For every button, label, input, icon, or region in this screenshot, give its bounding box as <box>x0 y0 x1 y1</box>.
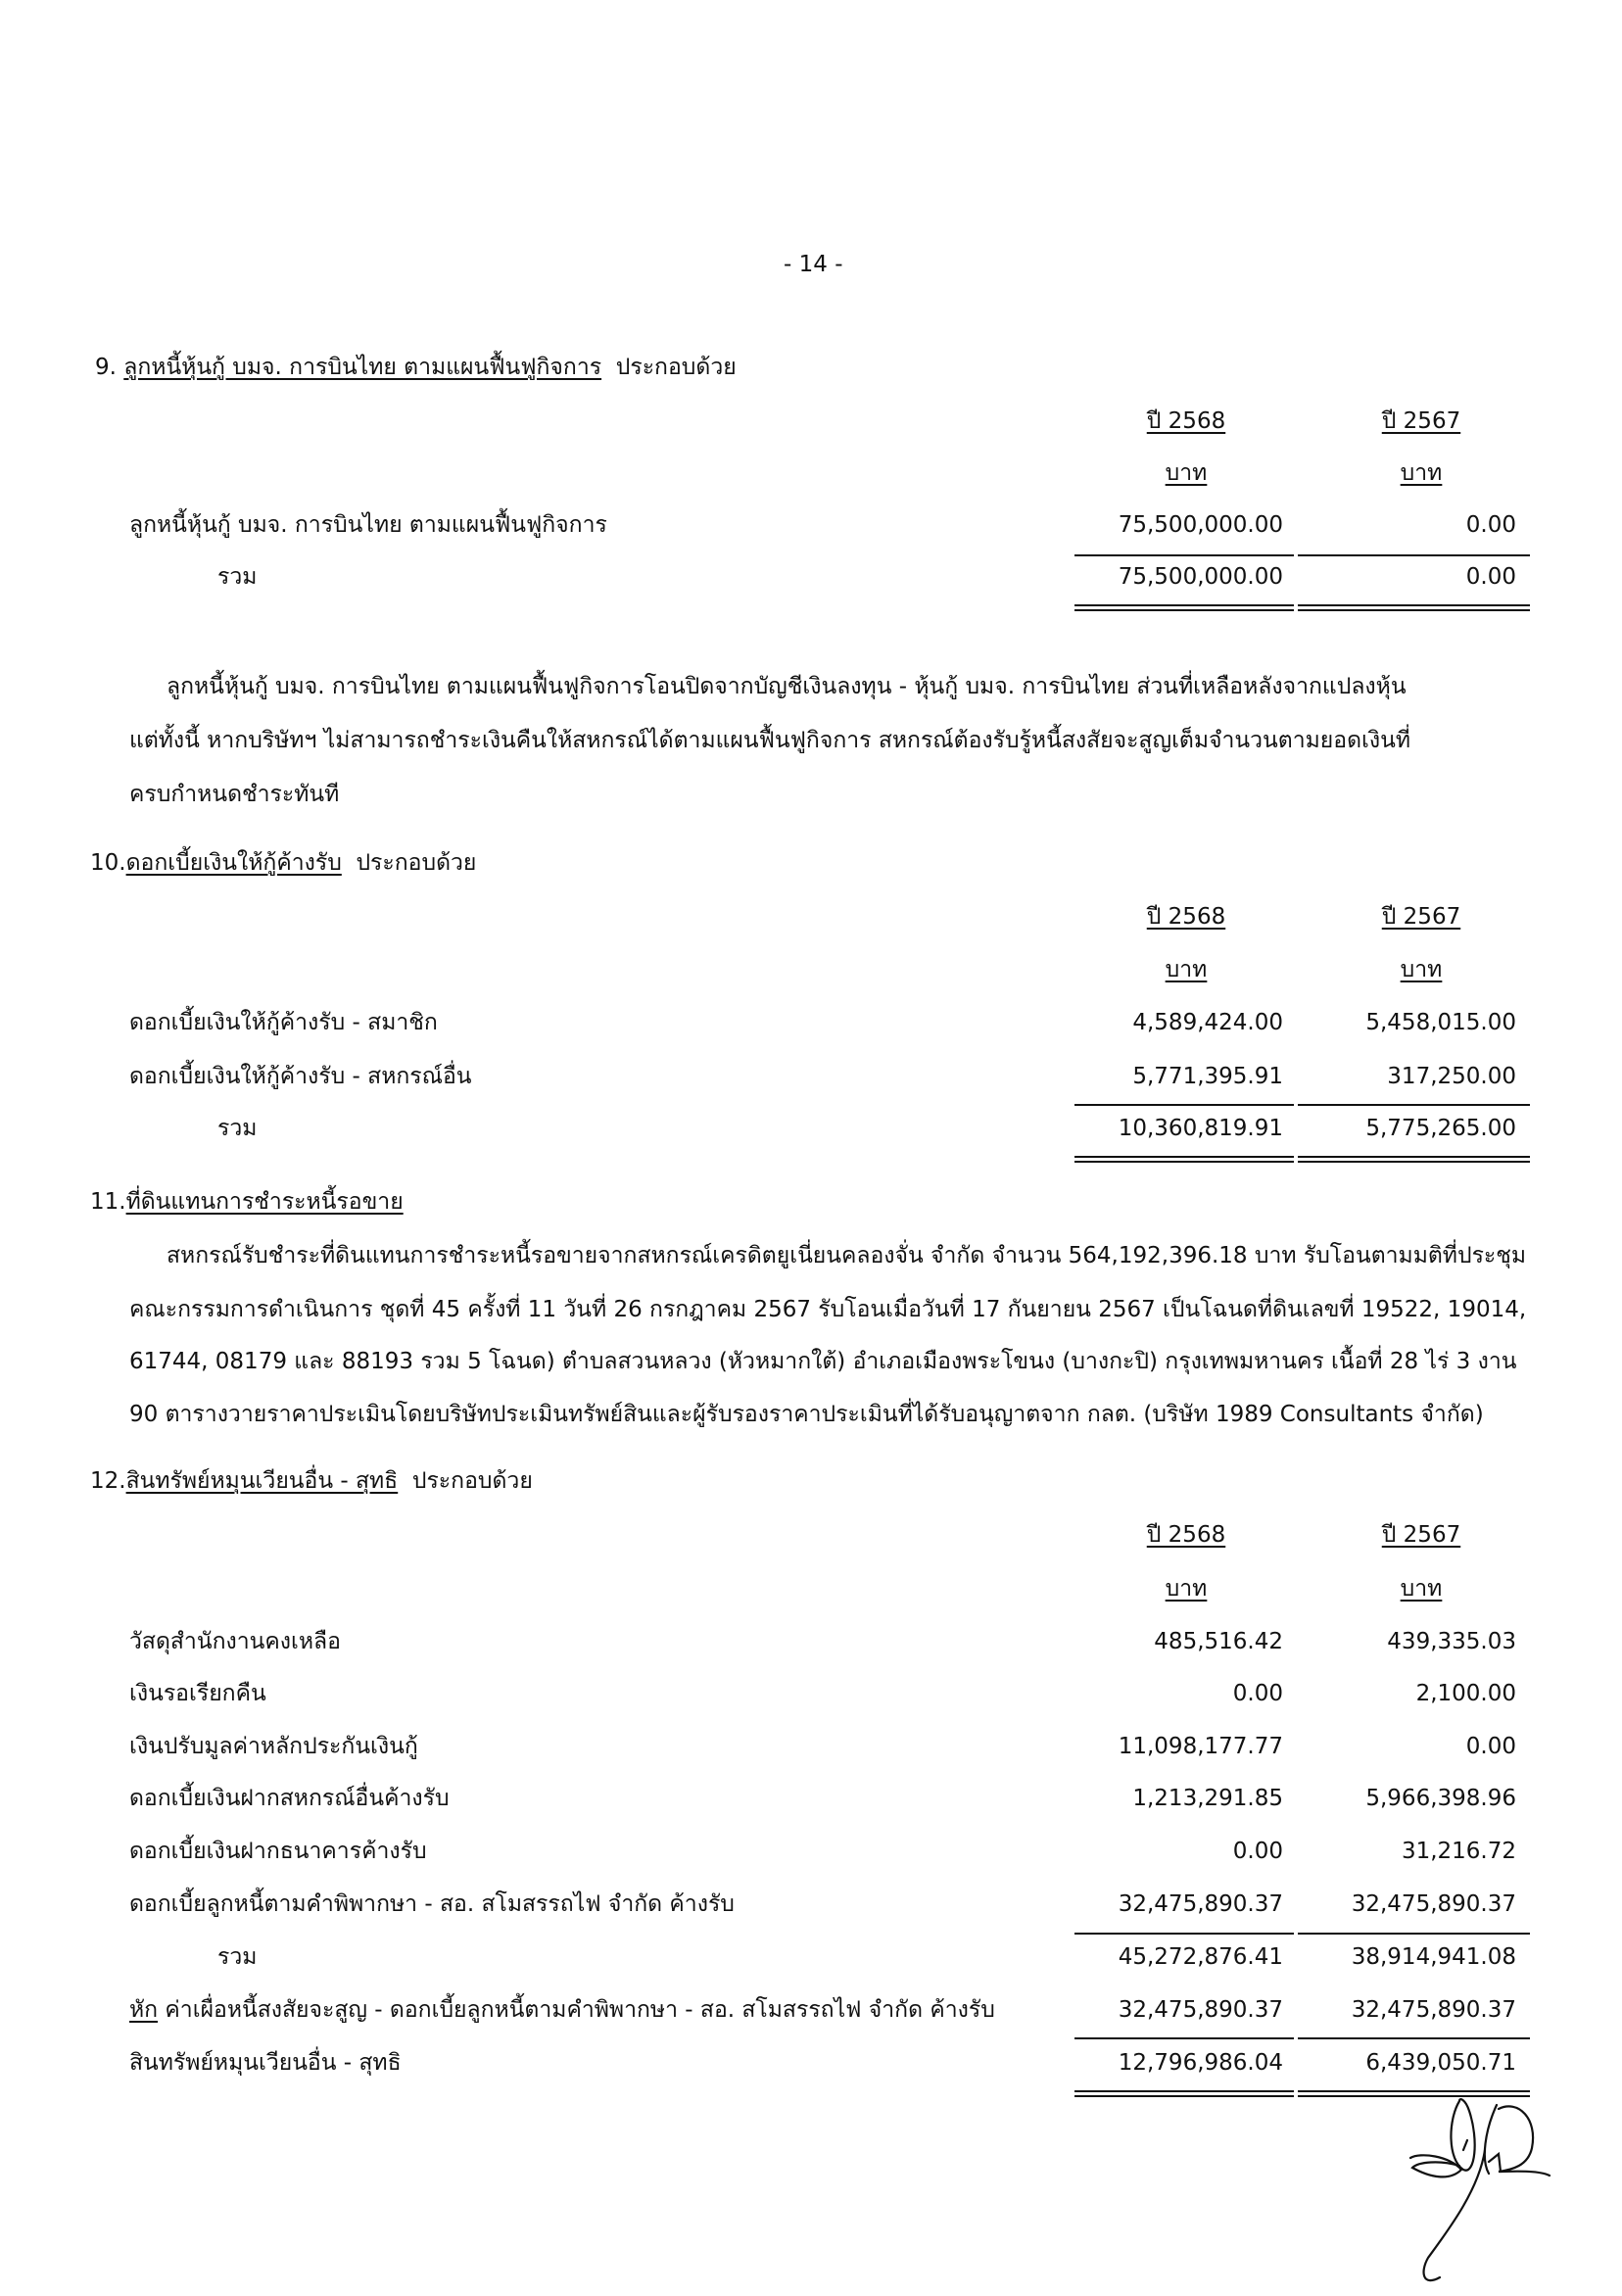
sec12-total-label: รวม <box>217 1944 258 1970</box>
sec10-year1-header: ปี 2568 <box>1146 904 1226 930</box>
sec12-total-v2: 38,914,941.08 <box>1351 1944 1516 1970</box>
sec9-subtotal-rule-2 <box>1298 554 1530 556</box>
sec10-row-v1: 5,771,395.91 <box>1132 1064 1283 1089</box>
sec12-less-label: ค่าเผื่อหนี้สงสัยจะสูญ - ดอกเบี้ยลูกหนี้ตามคำพิพากษา - สอ. สโมสรรถไฟ จำกัด ค้างรับ <box>165 1997 995 2023</box>
sec11-para-line: 90 ตารางวายราคาประเมินโดยบริษัทประเมินทรัพย์สินและผู้รับรองราคาประเมินที่ได้รับอนุญาตจาก กลต. (บริษัท 1989 Consultants จำกัด) <box>129 1402 1484 1427</box>
sec12-less-prefix: หัก <box>129 1997 159 2023</box>
sec12-net-v1: 12,796,986.04 <box>1118 2050 1283 2076</box>
sec9-total-double-rule-2 <box>1298 604 1530 611</box>
sec9-suffix: ประกอบด้วย <box>615 355 737 380</box>
sec12-total-v1: 45,272,876.41 <box>1118 1944 1283 1970</box>
sec10-row-label: ดอกเบี้ยเงินให้กู้ค้างรับ - สมาชิก <box>129 1010 438 1035</box>
sec9-year1-header: ปี 2568 <box>1146 408 1226 434</box>
sec12-row-v1: 0.00 <box>1232 1681 1283 1706</box>
sec10-number: 10. <box>90 850 126 876</box>
sec12-row-label: ดอกเบี้ยเงินฝากธนาคารค้างรับ <box>129 1839 427 1864</box>
sec11-para-line: สหกรณ์รับชำระที่ดินแทนการชำระหนี้รอขายจากสหกรณ์เครดิตยูเนี่ยนคลองจั่น จำกัด จำนวน 564,192,396.18 บาท รับโอนตามมติที่ประชุม <box>167 1243 1527 1268</box>
sec12-less-row <box>129 1995 995 2025</box>
sec12-row-v2: 5,966,398.96 <box>1365 1786 1516 1811</box>
sec9-number: 9. <box>95 355 117 380</box>
page-number: - 14 - <box>784 252 843 277</box>
sec9-title: ลูกหนี้หุ้นกู้ บมจ. การบินไทย ตามแผนฟื้นฟูกิจการ <box>123 355 602 380</box>
sec12-row-label: เงินปรับมูลค่าหลักประกันเงินกู้ <box>129 1734 418 1759</box>
sec12-net-v2: 6,439,050.71 <box>1365 2050 1516 2076</box>
sec12-less-v2: 32,475,890.37 <box>1351 1997 1516 2023</box>
sec10-total-v2: 5,775,265.00 <box>1365 1116 1516 1141</box>
sec9-para-line: แต่ทั้งนี้ หากบริษัทฯ ไม่สามารถชำระเงินคืนให้สหกรณ์ได้ตามแผนฟื้นฟูกิจการ สหกรณ์ต้องรับรู้หนี้สงสัยจะสูญเต็มจำนวนตามยอดเงินที่ <box>129 728 1410 753</box>
sec12-row-v2: 439,335.03 <box>1387 1629 1516 1654</box>
sec10-heading <box>90 848 476 878</box>
sec10-suffix: ประกอบด้วย <box>356 850 477 876</box>
sec12-row-v2: 31,216.72 <box>1401 1839 1516 1864</box>
sec12-row-v1: 0.00 <box>1232 1839 1283 1864</box>
sec11-title: ที่ดินแทนการชำระหนี้รอขาย <box>125 1189 404 1215</box>
sec12-heading <box>90 1466 533 1496</box>
sec12-subtotal-rule <box>1074 1933 1294 1935</box>
sec12-row-v2: 0.00 <box>1465 1734 1516 1759</box>
sec10-total-double-rule-2 <box>1298 1156 1530 1163</box>
sec9-heading <box>95 353 737 382</box>
sec11-heading <box>90 1187 404 1217</box>
sec10-subtotal-rule-2 <box>1298 1104 1530 1106</box>
sec10-row-v2: 317,250.00 <box>1387 1064 1516 1089</box>
sec11-para-line: 61744, 08179 และ 88193 รวม 5 โฉนด) ตำบลสวนหลวง (หัวหมากใต้) อำเภอเมืองพระโขนง (บางกะปิ) กรุงเทพมหานคร เนื้อที่ 28 ไร่ 3 งาน <box>129 1349 1517 1374</box>
sec12-row-v1: 1,213,291.85 <box>1132 1786 1283 1811</box>
sec12-row-v1: 11,098,177.77 <box>1118 1734 1283 1759</box>
sec9-row-label: ลูกหนี้หุ้นกู้ บมจ. การบินไทย ตามแผนฟื้นฟูกิจการ <box>129 512 607 538</box>
sec12-net-rule-2 <box>1298 2037 1530 2039</box>
sec12-less-v1: 32,475,890.37 <box>1118 1997 1283 2023</box>
sec12-year1-header: ปี 2568 <box>1146 1522 1226 1548</box>
sec12-row-label: ดอกเบี้ยเงินฝากสหกรณ์อื่นค้างรับ <box>129 1786 450 1811</box>
sec10-row-v2: 5,458,015.00 <box>1365 1010 1516 1035</box>
sec9-row-v2: 0.00 <box>1465 512 1516 538</box>
sec12-row-label: วัสดุสำนักงานคงเหลือ <box>129 1629 341 1654</box>
sec12-subtotal-rule-2 <box>1298 1933 1530 1935</box>
sec10-title: ดอกเบี้ยเงินให้กู้ค้างรับ <box>125 850 342 876</box>
sec12-row-label: ดอกเบี้ยลูกหนี้ตามคำพิพากษา - สอ. สโมสรรถไฟ จำกัด ค้างรับ <box>129 1891 735 1917</box>
sec11-number: 11. <box>90 1189 126 1215</box>
sec10-unit2-header: บาท <box>1400 957 1443 982</box>
sec9-total-v2: 0.00 <box>1465 564 1516 590</box>
sec12-net-double-rule <box>1074 2090 1294 2097</box>
sec12-unit2-header: บาท <box>1400 1576 1443 1602</box>
sec9-para-line: ครบกำหนดชำระทันที <box>129 782 340 807</box>
sec9-unit1-header: บาท <box>1165 460 1208 486</box>
sec12-unit1-header: บาท <box>1165 1576 1208 1602</box>
sec9-para-line: ลูกหนี้หุ้นกู้ บมจ. การบินไทย ตามแผนฟื้นฟูกิจการโอนปิดจากบัญชีเงินลงทุน - หุ้นกู้ บมจ. การบินไทย ส่วนที่เหลือหลังจากแปลงหุ้น <box>167 674 1407 699</box>
sec9-subtotal-rule <box>1074 554 1294 556</box>
sec9-year2-header: ปี 2567 <box>1381 408 1461 434</box>
sec9-unit2-header: บาท <box>1400 460 1443 486</box>
sec12-row-v2: 2,100.00 <box>1415 1681 1516 1706</box>
sec10-row-v1: 4,589,424.00 <box>1132 1010 1283 1035</box>
sec10-total-double-rule <box>1074 1156 1294 1163</box>
sec10-unit1-header: บาท <box>1165 957 1208 982</box>
sec9-row-v1: 75,500,000.00 <box>1118 512 1283 538</box>
sec10-subtotal-rule <box>1074 1104 1294 1106</box>
sec12-title: สินทรัพย์หมุนเวียนอื่น - สุทธิ <box>125 1468 399 1494</box>
signature-icon <box>1391 2091 1567 2287</box>
sec12-net-rule <box>1074 2037 1294 2039</box>
sec10-year2-header: ปี 2567 <box>1381 904 1461 930</box>
sec10-total-label: รวม <box>217 1116 258 1141</box>
sec11-para-line: คณะกรรมการดำเนินการ ชุดที่ 45 ครั้งที่ 11 วันที่ 26 กรกฎาคม 2567 รับโอนเมื่อวันที่ 17 กันยายน 2567 เป็นโฉนดที่ดินเลขที่ 19522, 19014, <box>129 1297 1527 1322</box>
sec9-total-double-rule <box>1074 604 1294 611</box>
sec10-total-v1: 10,360,819.91 <box>1118 1116 1283 1141</box>
sec9-total-v1: 75,500,000.00 <box>1118 564 1283 590</box>
sec12-number: 12. <box>90 1468 126 1494</box>
sec12-row-label: เงินรอเรียกคืน <box>129 1681 266 1706</box>
sec9-total-label: รวม <box>217 564 258 590</box>
sec10-row-label: ดอกเบี้ยเงินให้กู้ค้างรับ - สหกรณ์อื่น <box>129 1064 472 1089</box>
sec12-row-v1: 32,475,890.37 <box>1118 1891 1283 1917</box>
sec12-year2-header: ปี 2567 <box>1381 1522 1461 1548</box>
sec12-row-v2: 32,475,890.37 <box>1351 1891 1516 1917</box>
sec12-suffix: ประกอบด้วย <box>411 1468 533 1494</box>
sec12-row-v1: 485,516.42 <box>1154 1629 1283 1654</box>
sec12-net-label: สินทรัพย์หมุนเวียนอื่น - สุทธิ <box>129 2050 402 2076</box>
